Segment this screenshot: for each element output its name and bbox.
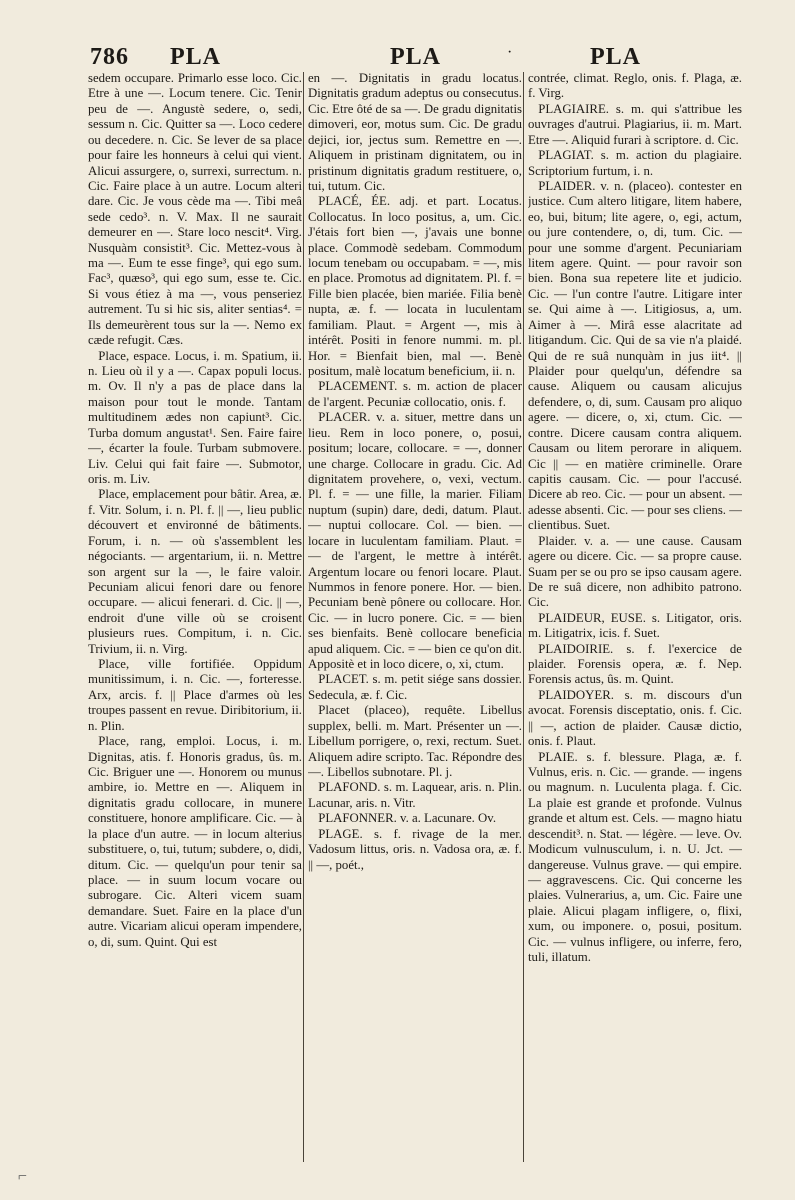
- entry-paragraph: PLAFOND. s. m. Laquear, aris. n. Plin. Lacunar, aris. n. Vitr.: [308, 780, 522, 810]
- running-head-left: PLA: [170, 44, 221, 70]
- entry-paragraph: Place, rang, emploi. Locus, i. m. Dignitas, atis. f. Honoris gradus, ûs. m. Cic. Briguer une —. Honorem ou munus ambire, io. Mettre en —. Aliquem in dignitatis gradu collocare, in munere constituere, honore amplificare. Cic. — à la place d'un autre. — in locum alterius substituere, o, tui, tutum; subdere, o, didi, ditum. Cic. — quelqu'un pour tenir sa place. — in suum locum vocare ou subrogare. Cic. Alteri vicem suam demandare. Suet. Faire en la place d'un autre. Vicariam alicui operam impendere, o, di, sum. Quint. Qui est: [88, 734, 302, 949]
- entry-paragraph: Place, ville fortifiée. Oppidum munitissimum, i. n. Cic. —, forteresse. Arx, arcis. f. || Place d'armes où les troupes passent en revue. Diribitorium, ii. n. Plin.: [88, 657, 302, 733]
- entry-paragraph: Plaider. v. a. — une cause. Causam agere ou dicere. Cic. — sa propre cause. Suam per se ou pro se ipso causam agere. De re suâ dicere, non adhibito patrono. Cic.: [528, 533, 742, 610]
- entry-paragraph: Place, emplacement pour bâtir. Area, æ. f. Vitr. Solum, i. n. Pl. f. || —, lieu public découvert et environné de bâtiments. Forum, i. n. — où s'assemblent les négociants. — argentarium, ii. n. Mettre son argent sur la —, le faire valoir. Pecuniam alicui fenori dare ou fenore occupare. — alicui fenerari. d. Cic. || —, endroit d'une ville où se croisent plusieurs rues. Compitum, i. n. Cic. Trivium, ii. n. Virg.: [88, 487, 302, 656]
- entry-paragraph: PLACET. s. m. petit siége sans dossier. Sedecula, æ. f. Cic.: [308, 672, 522, 702]
- entry-paragraph: PLAIDER. v. n. (placeo). contester en justice. Cum altero litigare, litem habere, eo, bui, bitum; lite agere, o, egi, actum, ou jure contendere, o, di, tum. Cic. — pour une somme d'argent. Pecuniariam litem agere. Quint. — pour ravoir son bien. Bona sua repetere lite et judicio. Cic. — l'un contre l'autre. Litigare inter se. Qui aime à —. Litigiosus, a, um. Aimer à —. Mirâ esse alacritate ad litigandum. Cic. Qui de sa vie n'a plaidé. Qui de re suâ nunquàm in jus iit⁴. || Plaider pour quelqu'un, défendre sa cause. Aliquem ou causam alicujus defendere, o, di, sum. Causam pro aliquo agere. — dicere, o, xi, ctum. Cic. — contre. Dicere causam contra aliquem. Causam ou litem perorare in aliquem. Cic || — en matière criminelle. Orare capitis causam. Cic. — pour l'accusé. Dicere ab reo. Cic. — pour un absent. — adesse absenti. Cic. — pour ses cliens. — clientibus. Suet.: [528, 178, 742, 533]
- entry-paragraph: Placet (placeo), requête. Libellus supplex, belli. m. Mart. Présenter un —. Libellum porrigere, o, rexi, rectum. Suet. Aliquem adire scripto. Tac. Répondre des —. Libellos subnotare. Pl. j.: [308, 703, 522, 779]
- running-head-center: PLA: [390, 44, 441, 70]
- entry-paragraph: sedem occupare. Primarlo esse loco. Cic. Etre à une —. Locum tenere. Cic. Tenir peu de —. Angustè sedere, o, sedi, sessum n. Cic. Quitter sa —. Loco cedere ou decedere. n. Cic. Se lever de sa place pour faire les honneurs à celui qui vient. Alicui assurgere, o, surrexi, surrectum. n. Cic. Faire place à un autre. Locum alteri dare. Cic. Je vous cède ma —. Tibi meâ sede cedo³. n. V. Max. Il ne saurait demeurer en —. Stare loco nescit⁴. Virg. Nusquàm consistit³. Cic. Mettez-vous à ma —. Eum te esse finge³, qui ego sum. Fac³, quæso³, qui ego sum, esse te. Cic. Si vous étiez à ma —, vous penseriez autrement. Tu si hic sis, aliter sentias⁴. = Ils demeurèrent tous sur la —. Nemo ex cæde refugit. Cæs.: [88, 71, 302, 348]
- column-rule-1: [303, 72, 304, 1162]
- page-number: 786: [90, 44, 129, 70]
- ink-dot: ·: [507, 44, 513, 61]
- entry-paragraph: contrée, climat. Reglo, onis. f. Plaga, æ. f. Virg.: [528, 71, 742, 101]
- entry-paragraph: PLAGIAIRE. s. m. qui s'attribue les ouvrages d'autrui. Plagiarius, ii. m. Mart. Etre —. Aliquid furari à scriptore. d. Cic.: [528, 101, 742, 147]
- entry-paragraph: PLACEMENT. s. m. action de placer de l'argent. Pecuniæ collocatio, onis. f.: [308, 379, 522, 409]
- entry-paragraph: PLAIE. s. f. blessure. Plaga, æ. f. Vulnus, eris. n. Cic. — grande. — ingens ou magnum. n. Luculenta plaga. f. Cic. La plaie est grande et profonde. Vulnus grande et altum est. Cels. — magno hiatu descendit³. n. Stat. — légère. — leve. Ov. Modicum vulnusculum, i. n. U. Jct. — dangereuse. Vulnus grave. — qui empire. — aggravescens. Cic. Qui concerne les plaies. Vulnerarius, a, um. Cic. Faire une plaie. Alicui plagam infligere, o, flixi, xum, ou imponere. o, posui, positum. Cic. — vulnus infligere, ou inferre, fero, tuli, illatum.: [528, 749, 742, 965]
- column-right: [528, 71, 742, 1171]
- entry-paragraph: PLAIDEUR, EUSE. s. Litigator, oris. m. Litigatrix, icis. f. Suet.: [528, 610, 742, 641]
- entry-paragraph: PLACÉ, ÉE. adj. et part. Locatus. Collocatus. In loco positus, a, um. Cic. J'étais fort bien —, j'avais une bonne place. Commodè sedebam. Commodum locum tenebam ou occupabam. = —, mis en place. Promotus ad dignitatem. Pl. f. = Fille bien placée, bien mariée. Filia benè nupta, æ. f. — locata in luculentam familiam. Plaut. = Argent —, mis à intérêt. Positi in fenore nummi. m. pl. Hor. = Bienfait bien, mal —. Benè positum, malè locatum beneficium, ii. n.: [308, 194, 522, 379]
- entry-paragraph: Place, espace. Locus, i. m. Spatium, ii. n. Lieu où il y a —. Capax populi locus. m. Ov. Il n'y a pas de place dans la maison pour tout le monde. Tantam multitudinem ædes non capiunt³. Cic. Turba domum angustat¹. Sen. Faire faire —, écarter la foule. Turbam submovere. Liv. Celui qui fait faire —. Submotor, oris. m. Liv.: [88, 348, 302, 486]
- entry-paragraph: PLACER. v. a. situer, mettre dans un lieu. Rem in loco ponere, o, posui, positum; locare, collocare. = —, donner une charge. Collocare in gradu. Cic. Ad dignitatem provehere, o, vexi, vectum. Pl. f. = — une fille, la marier. Filiam nuptum (supin) dare, dedi, datum. Plaut. — nuptui collocare. Col. — bien. — locare in luculentam familiam. Plaut. = — de l'argent, le mettre à intérêt. Argentum locare ou fenori locare. Plaut. Nummos in fenore ponere. Hor. — bien. Pecuniam benè pônere ou collocare. Hor. Cic. — in lucro ponere. Cic. = — bien ses bienfaits. Benè collocare beneficia apud aliquem. Cic. = — bien ce qu'on dit. Appositè et in loco dicere, o, xi, ctum.: [308, 410, 522, 672]
- column-middle: [308, 71, 522, 1171]
- column-rule-2: [523, 72, 524, 1162]
- entry-paragraph: PLAFONNER. v. a. Lacunare. Ov.: [318, 811, 497, 826]
- running-head-right: PLA: [590, 44, 641, 70]
- entry-paragraph: PLAGE. s. f. rivage de la mer. Vadosum littus, oris. n. Vadosa ora, æ. f. || —, poét.,: [308, 826, 522, 872]
- entry-paragraph: PLAGIAT. s. m. action du plagiaire. Scriptorium furtum, i. n.: [528, 148, 742, 178]
- column-left: [88, 71, 302, 1171]
- entry-paragraph: PLAIDOYER. s. m. discours d'un avocat. Forensis disceptatio, onis. f. Cic. || —, action de plaider. Causæ dictio, onis. f. Plaut.: [528, 687, 742, 749]
- corner-mark: ⌐: [18, 1168, 28, 1185]
- entry-paragraph: en —. Dignitatis in gradu locatus. Dignitatis gradum adeptus ou consecutus. Cic. Etre ôté de sa —. De gradu dignitatis dimoveri, eor, motus sum. Cic. De gradu dejici, ior, jectus sum. Remettre en —. Aliquem in pristinam dignitatem, ou in pristinum dignitatis gradum restituere, o, tui, tutum. Cic.: [308, 71, 522, 193]
- entry-paragraph: PLAIDOIRIE. s. f. l'exercice de plaider. Forensis opera, æ. f. Nep. Forensis actus, ûs. m. Quint.: [528, 641, 742, 687]
